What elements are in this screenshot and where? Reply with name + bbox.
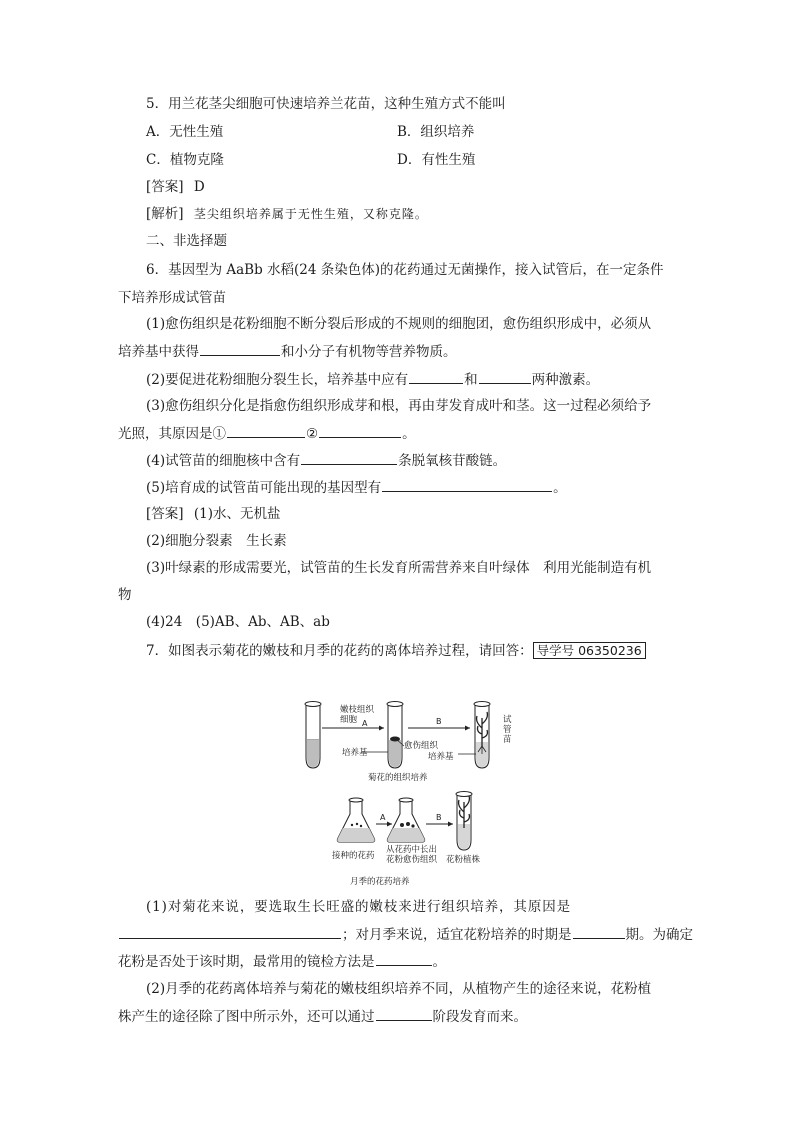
label-arrow-b-bottom: B: [436, 813, 442, 822]
text: 两种激素。: [531, 372, 600, 388]
q6-answer-line: [146, 504, 280, 524]
label-seedling-1: 试: [503, 715, 512, 725]
text: 7．如图表示菊花的嫩枝和月季的花药的离体培养过程，请回答：: [146, 643, 533, 659]
label-callus-1: 从花药中长出: [386, 845, 438, 855]
label-seedling-3: 苗: [503, 735, 512, 745]
analysis-text: 茎尖组织培养属于无性生殖，又称克隆。: [193, 207, 428, 221]
label-arrow-a-bottom: A: [380, 813, 386, 822]
text: 培养基中获得: [118, 344, 199, 360]
text: 光照，其原因是①: [118, 426, 226, 442]
q6-answer-3b: 物: [118, 587, 132, 603]
answer-tag: [答案]: [146, 179, 184, 195]
culture-figure: [300, 694, 540, 894]
label-arrow-a: A: [362, 719, 368, 728]
q6-p2-line: [146, 369, 599, 390]
text: 期。为确定: [625, 927, 693, 943]
q6-stem-1: 6．基因型为 AaBb 水稻(24 条染色体)的花药通过无菌操作，接入试管后，在一定条件: [146, 262, 664, 278]
label-medium-1: 培养基: [342, 748, 368, 758]
text: 和: [464, 372, 478, 388]
label-seedling-2: 管: [503, 725, 512, 735]
answer-blank[interactable]: [479, 369, 531, 384]
q5-analysis-line: [146, 204, 428, 224]
section-heading: 二、非选择题: [146, 233, 227, 249]
q5-option-c: C．植物克隆: [146, 152, 224, 168]
q5-option-a: A．无性生殖: [146, 124, 224, 140]
text: 花粉是否处于该时期，最常用的镜检方法是: [118, 954, 375, 970]
answer-blank[interactable]: [200, 341, 280, 356]
answer-text: (1)水、无机盐: [193, 506, 281, 522]
q6-p1-line-2: [118, 341, 457, 362]
text: 。: [432, 954, 446, 970]
text: 。: [553, 480, 567, 496]
label-anther: 接种的花药: [332, 851, 375, 861]
answer-blank[interactable]: [227, 423, 305, 438]
test-tube-4: [456, 792, 472, 851]
q7-p1-line-3: [118, 951, 446, 972]
test-tube-3: [474, 702, 490, 769]
answer-blank[interactable]: [301, 450, 397, 465]
analysis-tag: [解析]: [146, 206, 184, 222]
answer-blank[interactable]: [382, 477, 552, 492]
caption-top: 菊花的组织培养: [368, 773, 428, 783]
q6-p4-line: [146, 450, 506, 471]
q6-answer-3a: (3)叶绿素的形成需要光，试管苗的生长发育所需营养来自叶绿体 利用光能制造有机: [146, 560, 652, 576]
text: (4)试管苗的细胞核中含有: [146, 453, 301, 469]
answer-blank[interactable]: [409, 369, 463, 384]
q5-stem: 5．用兰花茎尖细胞可快速培养兰花苗，这种生殖方式不能叫: [146, 96, 506, 112]
label-arrow-b: B: [436, 717, 442, 726]
q6-p5-line: [146, 477, 567, 498]
label-callus: 愈伤组织: [404, 741, 439, 751]
q7-p2-line-2: [118, 1006, 527, 1027]
q6-answer-2: (2)细胞分裂素 生长素: [146, 533, 287, 549]
text: ②: [306, 426, 319, 442]
q7-p2-line-1: (2)月季的花药离体培养与菊花的嫩枝组织培养不同，从植物产生的途径来说，花粉植: [146, 981, 652, 997]
q6-stem-2: 下培养形成试管苗: [118, 290, 226, 306]
q5-option-b: B．组织培养: [397, 124, 475, 140]
answer-blank[interactable]: [119, 924, 341, 939]
q7-p1-line-2: [118, 924, 693, 945]
flask-1: [337, 798, 374, 842]
caption-bottom: 月季的花药培养: [350, 877, 410, 887]
q6-answer-45: (4)24 (5)AB、Ab、AB、ab: [146, 614, 330, 630]
q6-p3-line-2: [118, 423, 416, 444]
text: 株产生的途径除了图中所示外，还可以通过: [118, 1009, 375, 1025]
q6-p1-line-1: (1)愈伤组织是花粉细胞不断分裂后形成的不规则的细胞团，愈伤组织形成中，必须从: [146, 316, 652, 332]
test-tube-1: [305, 702, 321, 769]
text: (2)要促进花粉细胞分裂生长，培养基中应有: [146, 372, 409, 388]
text: 阶段发育而来。: [432, 1009, 527, 1025]
text: 和小分子有机物等营养物质。: [281, 344, 457, 360]
answer-value: D: [193, 179, 205, 195]
q5-option-d: D．有性生殖: [397, 152, 476, 168]
label-cells-2: 细胞: [340, 715, 358, 725]
q6-p3-line-1: (3)愈伤组织分化是指愈伤组织形成芽和根，再由芽发育成叶和茎。这一过程必须给予: [146, 398, 652, 414]
q5-answer-line: [146, 177, 205, 197]
label-medium-2: 培养基: [428, 752, 454, 762]
guide-number-box[interactable]: 导学号 06350236: [533, 642, 646, 659]
label-callus-2: 花粉愈伤组织: [386, 855, 438, 865]
text: 条脱氧核苷酸链。: [398, 453, 507, 469]
text: (5)培育成的试管苗可能出现的基因型有: [146, 480, 382, 496]
answer-blank[interactable]: [319, 423, 401, 438]
answer-blank[interactable]: [376, 1006, 432, 1021]
flask-2: [387, 798, 424, 842]
answer-blank[interactable]: [376, 951, 432, 966]
label-plant: 花粉植株: [446, 855, 481, 865]
text: 。: [402, 426, 416, 442]
answer-blank[interactable]: [573, 924, 625, 939]
q7-p1-line-1: (1)对菊花来说，要选取生长旺盛的嫩枝来进行组织培养，其原因是: [146, 899, 572, 915]
q7-stem: [146, 641, 646, 661]
text: ；对月季来说，适宜花粉培养的时期是: [342, 927, 572, 943]
test-tube-2: [387, 702, 403, 769]
answer-tag: [答案]: [146, 506, 184, 522]
label-cells-1: 嫩枝组织: [340, 705, 375, 715]
